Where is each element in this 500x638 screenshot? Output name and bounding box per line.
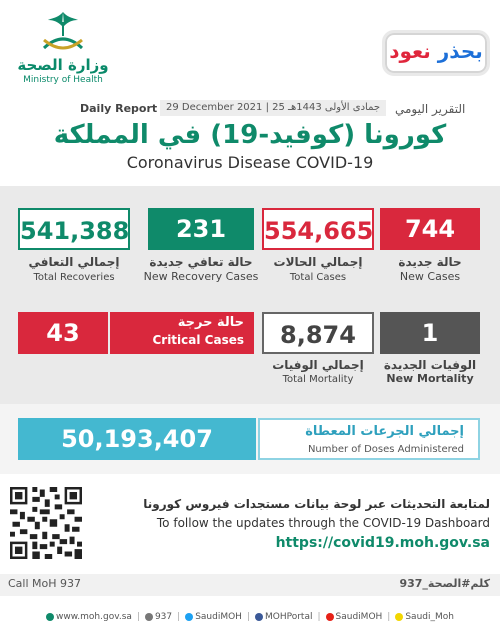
footer-portal[interactable] (255, 612, 312, 622)
total-mortality-value: 8,874 (262, 312, 374, 354)
dashboard-link[interactable]: https://covid19.moh.gov.sa (275, 535, 490, 551)
doses-label-box (258, 418, 480, 460)
moh-logo (8, 8, 118, 88)
daily-report-arabic: التقرير اليومي (395, 102, 466, 116)
page-title-english: Coronavirus Disease COVID-19 (126, 153, 374, 172)
total-cases-label-ar: إجمالي الحالات (273, 255, 363, 269)
youtube-icon (326, 613, 334, 621)
new-cases-label-ar: حالة جديدة (398, 255, 462, 269)
new-mortality-value: 1 (380, 312, 480, 354)
doses-value: 50,193,407 (18, 418, 256, 460)
total-cases-label-en: Total Cases (289, 272, 347, 283)
footer-website[interactable] (46, 612, 132, 622)
palm-swords-icon (38, 8, 88, 56)
new-cases-label-en: New Cases (399, 270, 461, 283)
badge-text-part1: نعود (389, 39, 431, 63)
total-recoveries-value: 541,388 (18, 208, 130, 250)
updates-text-english: To follow the updates through the COVID-19 Dashboard (156, 516, 490, 530)
doses-label-ar: إجمالي الجرعات المعطاة (305, 424, 464, 439)
qr-code-icon[interactable] (10, 487, 82, 559)
footer-divider: | (387, 612, 391, 622)
logo-english-text: Ministry of Health (23, 75, 103, 85)
updates-text-arabic: لمتابعة التحديثات عبر لوحة بيانات مستجدات فيروس كورونا (143, 497, 490, 511)
doses-label-en: Number of Doses Administered (307, 444, 464, 455)
return-cautiously-badge (382, 30, 490, 76)
total-cases-value: 554,665 (262, 208, 374, 250)
footer-divider: | (136, 612, 140, 622)
social-footer (0, 606, 500, 628)
critical-cases-label-ar: حالة حرجة (177, 315, 244, 330)
footer-youtube[interactable] (326, 612, 383, 622)
new-cases-value: 744 (380, 208, 480, 250)
new-recovery-label-ar: حالة تعافي جديدة (149, 255, 253, 269)
logo-arabic-text: وزارة الصحة (17, 56, 109, 74)
call-english: Call MoH 937 (8, 577, 82, 590)
footer-portal-text: MOHPortal (265, 612, 313, 622)
footer-phone-text: 937 (154, 612, 173, 622)
total-recoveries-label-ar: إجمالي التعافي (28, 255, 120, 269)
page-title-arabic: كورونا (كوفيد-19) في المملكة (53, 120, 447, 150)
footer-divider: | (246, 612, 250, 622)
daily-report-english: Daily Report (80, 102, 158, 115)
new-recovery-value: 231 (148, 208, 254, 250)
footer-divider: | (177, 612, 181, 622)
footer-snapchat-text: Saudi_Moh (405, 612, 454, 622)
phone-icon (145, 613, 153, 621)
footer-twitter-text: SaudiMOH (195, 612, 242, 622)
globe-icon (46, 613, 54, 621)
footer-twitter[interactable] (185, 612, 242, 622)
total-mortality-label-ar: إجمالي الوفيات (272, 358, 364, 372)
total-mortality-label-en: Total Mortality (282, 374, 354, 385)
badge-text (385, 39, 487, 63)
badge-text-part2: بحذر (437, 39, 483, 63)
new-recovery-label-en: New Recovery Cases (143, 270, 259, 283)
report-date: 29 December 2021 | 25 جمادى الأولى 1443هـ (160, 100, 386, 116)
footer-youtube-text: SaudiMOH (335, 612, 383, 622)
twitter-icon (185, 613, 193, 621)
call-arabic: كلم#الصحة_937 (399, 577, 490, 590)
critical-cases-label-en: Critical Cases (152, 333, 244, 347)
new-mortality-label-ar: الوفيات الجديدة (383, 358, 477, 372)
footer-snapchat[interactable] (395, 612, 454, 622)
footer-website-text: www.moh.gov.sa (56, 612, 132, 622)
total-recoveries-label-en: Total Recoveries (33, 272, 115, 283)
snapchat-icon (395, 613, 403, 621)
portal-icon (255, 613, 263, 621)
footer-phone[interactable] (145, 612, 172, 622)
critical-cases-label-box (110, 312, 254, 354)
new-mortality-label-en: New Mortality (386, 372, 474, 385)
footer-divider: | (317, 612, 321, 622)
critical-cases-value: 43 (18, 312, 108, 354)
